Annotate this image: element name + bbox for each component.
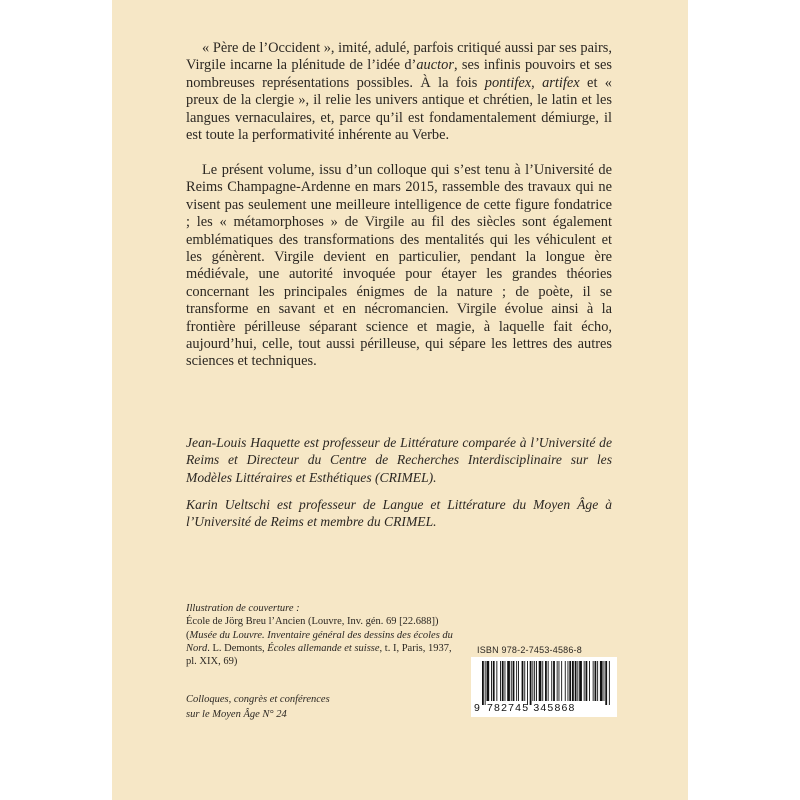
barcode-bar (597, 661, 598, 701)
barcode-bar (595, 661, 597, 701)
barcode-bar (569, 661, 571, 701)
barcode-bar (572, 661, 574, 701)
credit-line: Nord. L. Demonts, Écoles allemande et suisse, t. I, Paris, 1937, (186, 642, 452, 654)
barcode-bar (532, 661, 533, 701)
barcode-bar (586, 661, 588, 701)
barcode-bar (568, 661, 569, 701)
barcode-bar (487, 661, 490, 701)
barcode-bar (522, 661, 524, 701)
credit-line: École de Jörg Breu l’Ancien (Louvre, Inv. gén. 69 [22.688]) (186, 616, 439, 628)
series-line: sur le Moyen Âge N° 24 (186, 709, 287, 720)
credit-line: pl. XIX, 69) (186, 656, 238, 668)
barcode-bar (530, 661, 532, 705)
barcode-bar (593, 661, 594, 701)
barcode-bar (542, 661, 543, 701)
barcode-bar (511, 661, 512, 701)
barcode-bar (482, 661, 484, 705)
barcode-bar (605, 661, 607, 705)
barcode-bar (600, 661, 603, 701)
series-line: Colloques, congrès et conférences (186, 694, 330, 705)
barcode-bar (507, 661, 510, 701)
barcode-bar (609, 661, 610, 705)
volume-paragraph: Le présent volume, issu d’un colloque qui s’est tenu à l’Université de Reims Champagne-Ardenne en mars 2015, rassemble des travaux qui ne visent pas seulement une meilleure intelligence de cette figure fondatrice ; les « métamorphoses » de Virgile au fil des siècles sont également emblématiques des transformations des mentalités qui les véhiculent et les génèrent. Virgile devient en particulier, pendant la longue ère médiévale, une autorité invoquée pour étayer les grandes théories concernant les principales énigmes de la nature ; de poète, il se transforme en savant et en nécromancien. Virgile évolue ainsi à la frontière périlleuse séparant science et magie, à laquelle fait écho, aujourd’hui, celle, tout aussi périlleuse, qui sépare les lettres des autres sciences et techniques. (186, 162, 612, 370)
barcode-bar (496, 661, 497, 701)
barcode-bar (539, 661, 542, 701)
barcode-bar (545, 661, 547, 701)
barcode-digits (474, 702, 614, 714)
barcode-bar (557, 661, 558, 701)
cover-illustration-credit (186, 602, 486, 668)
barcode-digit-groups: 782745 345868 (487, 702, 576, 714)
barcode-bar (551, 661, 552, 701)
author-bio-ueltschi: Karin Ueltschi est professeur de Langue et Littérature du Moyen Âge à l’Université de Reims et membre du CRIMEL. (186, 497, 612, 530)
barcode-bar (516, 661, 517, 701)
barcode-bar (559, 661, 560, 701)
barcode-bar (579, 661, 582, 701)
barcode-bar (561, 661, 562, 701)
barcode-bar (491, 661, 492, 701)
barcode-bar (527, 661, 528, 705)
barcode-bar (493, 661, 495, 701)
intro-paragraph: « Père de l’Occident », imité, adulé, parfois critiqué aussi par ses pairs, Virgile incarne la plénitude de l’idée d’auctor, ses infinis pouvoirs et ses nombreuses représentations possibles. À la fois pontifex, artifex et « preux de la clergie », il relie les univers antique et chrétien, le latin et les langues vernaculaires, et, parce qu’il est fondamentalement démiurge, il est toute la performativité inhérente au Verbe. (186, 40, 612, 144)
barcode-bar (500, 661, 501, 701)
barcode-bar (589, 661, 590, 701)
credit-line: (Musée du Louvre. Inventaire général des dessins des écoles du (186, 629, 453, 641)
barcode-bar (505, 661, 506, 701)
barcode-bar (513, 661, 515, 701)
barcode-bar (565, 661, 566, 701)
isbn-number: ISBN 978-2-7453-4586-8 (477, 645, 582, 655)
barcode-bar (536, 661, 537, 701)
barcode-bar (575, 661, 577, 701)
author-bio-haquette: Jean-Louis Haquette est professeur de Littérature comparée à l’Université de Reims et Directeur du Centre de Recherches Interdisciplinaire sur les Modèles Littéraires et Esthétiques (CRIMEL). (186, 435, 612, 485)
isbn-barcode (482, 661, 610, 705)
barcode-bar (577, 661, 578, 701)
barcode-bar (604, 661, 605, 701)
barcode-bar (548, 661, 549, 701)
barcode-bar (534, 661, 535, 701)
barcode-bar (553, 661, 555, 701)
barcode-bar (485, 661, 486, 705)
series-title (186, 692, 386, 722)
barcode-first-digit: 9 (474, 702, 482, 714)
credit-heading: Illustration de couverture : (186, 603, 300, 614)
barcode-bar (524, 661, 525, 701)
barcode-bar (518, 661, 519, 701)
barcode-bar (584, 661, 585, 701)
barcode-bar (502, 661, 504, 701)
